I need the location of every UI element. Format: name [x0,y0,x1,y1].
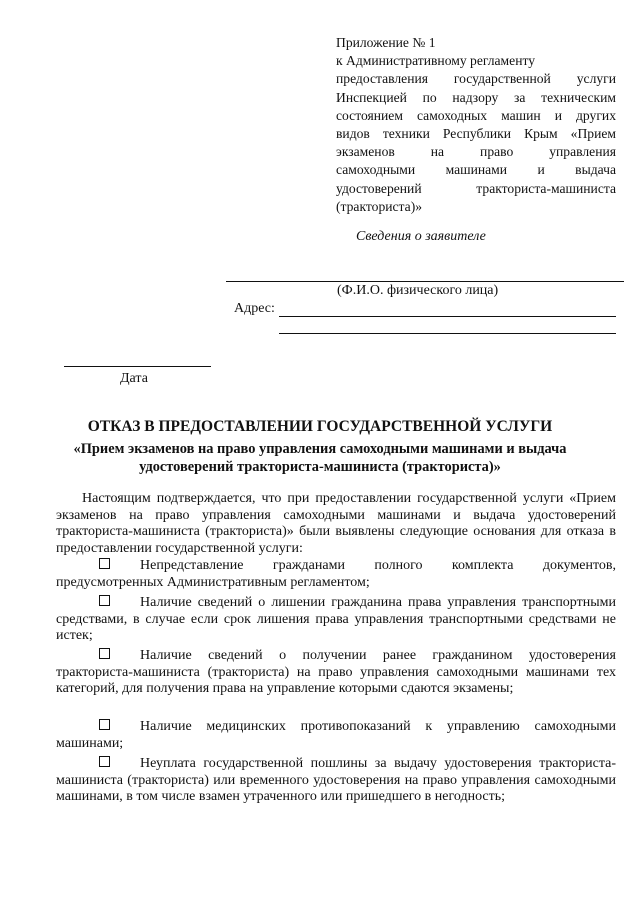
reason-text: Неуплата государственной пошлины за выдачу удостоверения тракториста-машиниста (тракториста) или временного удостоверения на право управления самоходными машинами, в том числе взамен утраченного или пришедшего в негодность; [56,756,616,805]
date-field-line[interactable] [64,366,211,367]
appendix-line: самоходными машинами и выдача [336,162,616,178]
checkbox[interactable] [99,595,110,606]
reason-item [56,595,616,645]
appendix-line: экзаменов на право управления [336,144,616,160]
intro-paragraph [56,491,616,558]
appendix-line: (тракториста)» [336,198,423,214]
checkbox[interactable] [99,558,110,569]
fio-caption: (Ф.И.О. физического лица) [337,283,499,298]
address-field-line-2[interactable] [279,333,616,334]
checkbox[interactable] [99,756,110,767]
document-subtitle [0,440,640,476]
applicant-info-heading: Сведения о заявителе [356,229,486,244]
subtitle-line: удостоверений тракториста-машиниста (тракториста)» [139,459,501,475]
appendix-block [336,34,616,216]
reason-item [56,558,616,591]
reason-text: Наличие медицинских противопоказаний к управлению самоходными машинами; [56,719,616,751]
address-label: Адрес: [234,301,275,316]
appendix-line: удостоверений тракториста-машиниста [336,180,616,196]
appendix-line: к Административному регламенту [336,53,536,69]
reason-item [56,756,616,806]
checkbox[interactable] [99,719,110,730]
reason-text: Наличие сведений о лишении гражданина права управления транспортными средствами, в случае если срок лишения права управления транспортными средствами не истек; [56,595,616,644]
appendix-line: Инспекцией по надзору за техническим [336,89,616,105]
date-label: Дата [120,371,148,386]
reason-item [56,719,616,752]
appendix-line: предоставления государственной услуги [336,71,616,87]
appendix-line: состоянием самоходных машин и других [336,107,616,123]
appendix-line: видов техники Республики Крым «Прием [336,126,616,142]
checkbox[interactable] [99,648,110,659]
document-title: ОТКАЗ В ПРЕДОСТАВЛЕНИИ ГОСУДАРСТВЕННОЙ УСЛУГИ [87,418,553,435]
reason-text: Наличие сведений о получении ранее гражданином удостоверения тракториста-машиниста (тракториста) на право управления самоходными машинами тех категорий, для получения права на управление которыми сдаются экзамены; [56,648,616,697]
reason-item [56,648,616,698]
appendix-line: Приложение № 1 [336,35,436,50]
reason-text: Непредставление гражданами полного комплекта документов, предусмотренных Административным регламентом; [56,558,616,590]
subtitle-line: «Прием экзаменов на право управления самоходными машинами и выдача [73,441,567,457]
fio-field-line[interactable] [226,281,624,282]
intro-text: Настоящим подтверждается, что при предоставлении государственной услуги «Прием экзаменов на право управления самоходными машинами и выдача удостоверений тракториста-машиниста (тракториста)» были выявлены следующие основания для отказа в предоставлении государственной услуги: [56,491,616,557]
address-field-line[interactable] [279,316,616,317]
